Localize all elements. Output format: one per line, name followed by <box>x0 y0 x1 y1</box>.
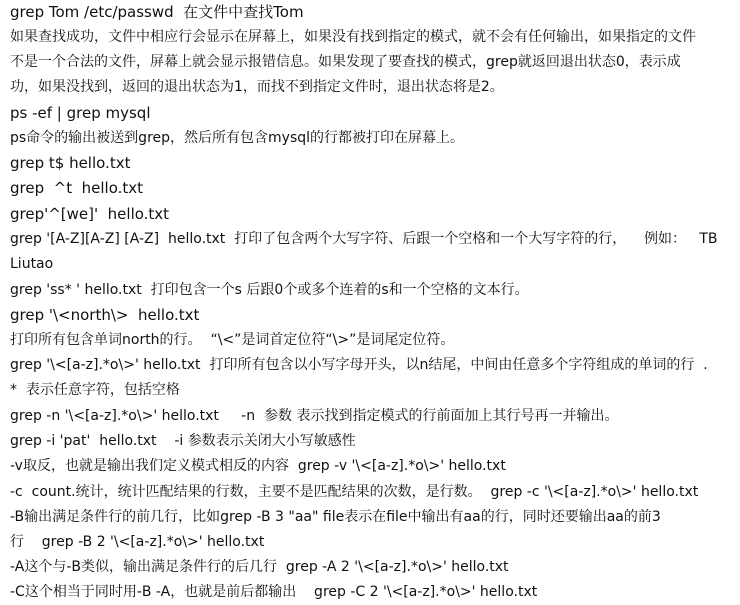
text-line: grep t$ hello.txt <box>10 154 131 172</box>
text-line: -c count.统计，统计匹配结果的行数，主要不是匹配结果的次数，是行数。 grep -c '\<[a-z].*o\>' hello.txt <box>10 484 699 500</box>
text-line: 打印所有包含单词north的行。 “\<”是词首定位符“\>”是词尾定位符。 <box>10 332 455 348</box>
text-line: grep '[A-Z][A-Z] [A-Z] hello.txt 打印了包含两个大写字符、后跟一个空格和一个大写字符的行， 例如： TB <box>10 231 718 247</box>
text-line: grep '\<north\> hello.txt <box>10 306 200 324</box>
text-line: 不是一个合法的文件，屏幕上就会显示报错信息。如果发现了要查找的模式，grep就返回退出状态0，表示成 <box>10 54 681 70</box>
text-line: grep Tom /etc/passwd 在文件中查找Tom <box>10 3 304 21</box>
text-line: grep -i 'pat' hello.txt -i 参数表示关闭大小写敏感性 <box>10 433 356 449</box>
text-line: Liutao <box>10 256 54 272</box>
text-line: ps命令的输出被送到grep，然后所有包含mysql的行都被打印在屏幕上。 <box>10 130 465 146</box>
text-line: 功，如果没找到，返回的退出状态为1，而找不到指定文件时，退出状态将是2。 <box>10 79 504 95</box>
text-line: grep 'ss* ' hello.txt 打印包含一个s 后跟0个或多个连着的s和一个空格的文本行。 <box>10 282 529 298</box>
text-line: 行 grep -B 2 '\<[a-z].*o\>' hello.txt <box>10 534 265 550</box>
text-line: -B输出满足条件行的前几行，比如grep -B 3 "aa" file表示在file中输出有aa的行，同时还要输出aa的前3 <box>10 509 661 525</box>
text-line: 如果查找成功，文件中相应行会显示在屏幕上，如果没有找到指定的模式，就不会有任何输出，如果指定的文件 <box>10 29 696 45</box>
text-line: ps -ef | grep mysql <box>10 104 151 122</box>
text-line: grep '\<[a-z].*o\>' hello.txt 打印所有包含以小写字母开头，以n结尾，中间由任意多个字符组成的单词的行 . <box>10 357 708 373</box>
text-line: grep'^[we]' hello.txt <box>10 205 170 223</box>
text-line: grep -n '\<[a-z].*o\>' hello.txt -n 参数 表示找到指定模式的行前面加上其行号再一并输出。 <box>10 408 619 424</box>
text-line: -C这个相当于同时用-B -A，也就是前后都输出 grep -C 2 '\<[a-z].*o\>' hello.txt <box>10 584 538 600</box>
text-line: * 表示任意字符，包括空格 <box>10 382 180 398</box>
text-line: -v取反，也就是输出我们定义模式相反的内容 grep -v '\<[a-z].*o\>' hello.txt <box>10 458 506 474</box>
text-line: -A这个与-B类似，输出满足条件行的后几行 grep -A 2 '\<[a-z].*o\>' hello.txt <box>10 559 509 575</box>
text-line: grep ^t hello.txt <box>10 179 144 197</box>
